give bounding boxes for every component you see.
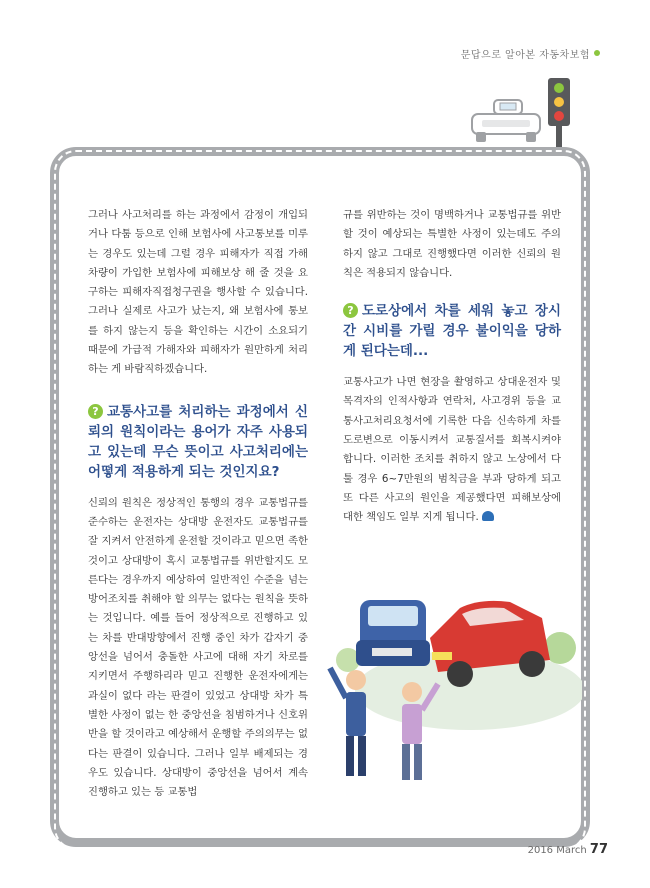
right-paragraph-1: 규를 위반하는 것이 명백하거나 교통법규를 위반할 것이 예상되는 특별한 사정이 있는데도 주의하지 않고 그대로 진행했다면 이러한 신뢰의 원칙은 적용되지 않습니다. — [343, 209, 561, 279]
question-icon: ? — [88, 404, 103, 419]
left-question — [88, 402, 308, 482]
man-right-icon — [402, 682, 438, 780]
traffic-light-icon — [548, 78, 570, 152]
right-column — [343, 206, 561, 542]
end-mark-icon — [482, 511, 494, 521]
right-question-text: 도로상에서 차를 세워 놓고 장시간 시비를 가릴 경우 불이익을 당하게 된다는데... — [343, 303, 561, 360]
page-number: 77 — [589, 842, 608, 857]
blue-car-icon — [356, 600, 430, 666]
left-column — [88, 206, 308, 816]
page-footer — [528, 842, 608, 857]
car-icon — [472, 100, 540, 142]
man-left-icon — [330, 668, 366, 776]
left-question-text: 교통사고를 처리하는 과정에서 신뢰의 원칙이라는 용어가 자주 사용되고 있는데 무슨 뜻이고 사고처리에는 어떻게 적용하게 되는 것인지요? — [88, 403, 308, 480]
accident-illustration — [320, 560, 582, 790]
left-paragraph-1: 그러나 사고처리를 하는 과정에서 감정이 개입되거나 다툼 등으로 인해 보험사에 사고통보를 미루는 경우도 있는데 그럴 경우 피해자가 직접 가해 차량이 가입한 보험사에 피해보상 해 줄 것을 요구하는 피해자직접청구권을 행사할 수 있습니다. 그러나 실제로 사고가 났는지, 왜 보험사에 통보를 하지 않는지 등을 확인하는 시간이 소요되기 때문에 가급적 가해자와 피해자가 원만하게 처리하는 게 바람직하겠습니다. — [88, 209, 308, 376]
right-paragraph-2 — [343, 373, 561, 527]
issue-date: 2016 March — [527, 845, 587, 856]
car-traffic-light-illustration — [462, 72, 582, 158]
right-paragraph-2-text: 교통사고가 나면 현장을 촬영하고 상대운전자 및 목격자의 인적사항과 연락처, 사고경위 등을 교통사고처리요청서에 기록한 다음 신속하게 차를 도로변으로 이동시켜서 교통질서를 회복시켜야 합니다. 이러한 조치를 취하지 않고 노상에서 다툴 경우 6~7만원의 범칙금을 부과 당하게 되고 또 다른 사고의 원인을 제공했다면 피해보상에 대한 책임도 일부 지게 됩니다. — [343, 376, 561, 524]
left-paragraph-2: 신뢰의 원칙은 정상적인 통행의 경우 교통법규를 준수하는 운전자는 상대방 운전자도 교통법규를 잘 지켜서 안전하게 운전할 것이라고 믿으면 족한 것이고 상대방이 혹시 교통법규를 위반할지도 모른다는 경우까지 예상하여 일반적인 수준을 넘는 방어조치를 취해야 할 의무는 없다는 원칙을 뜻하는 것입니다. 예를 들어 정상적으로 진행하고 있는 차를 반대방향에서 진행 중인 차가 갑자기 중앙선을 넘어서 충돌한 사고에 대해 자기 차로를 지키면서 주행하리라 믿고 진행한 운전자에게는 과실이 없다 라는 판결이 있었고 상대방 차가 특별한 사정이 없는 한 중앙선을 침범하거나 신호위반을 할 것이라고 예상해서 운행할 주의의무는 없다는 판결이 있습니다. 그러나 일부 배제되는 경우도 있습니다. 상대방이 중앙선을 넘어서 계속 진행하고 있는 등 교통법 — [88, 496, 308, 799]
section-title: 문답으로 알아본 자동차보험 — [460, 50, 590, 61]
header-dot-icon — [594, 50, 600, 56]
right-question — [343, 301, 561, 361]
question-icon: ? — [343, 303, 358, 318]
